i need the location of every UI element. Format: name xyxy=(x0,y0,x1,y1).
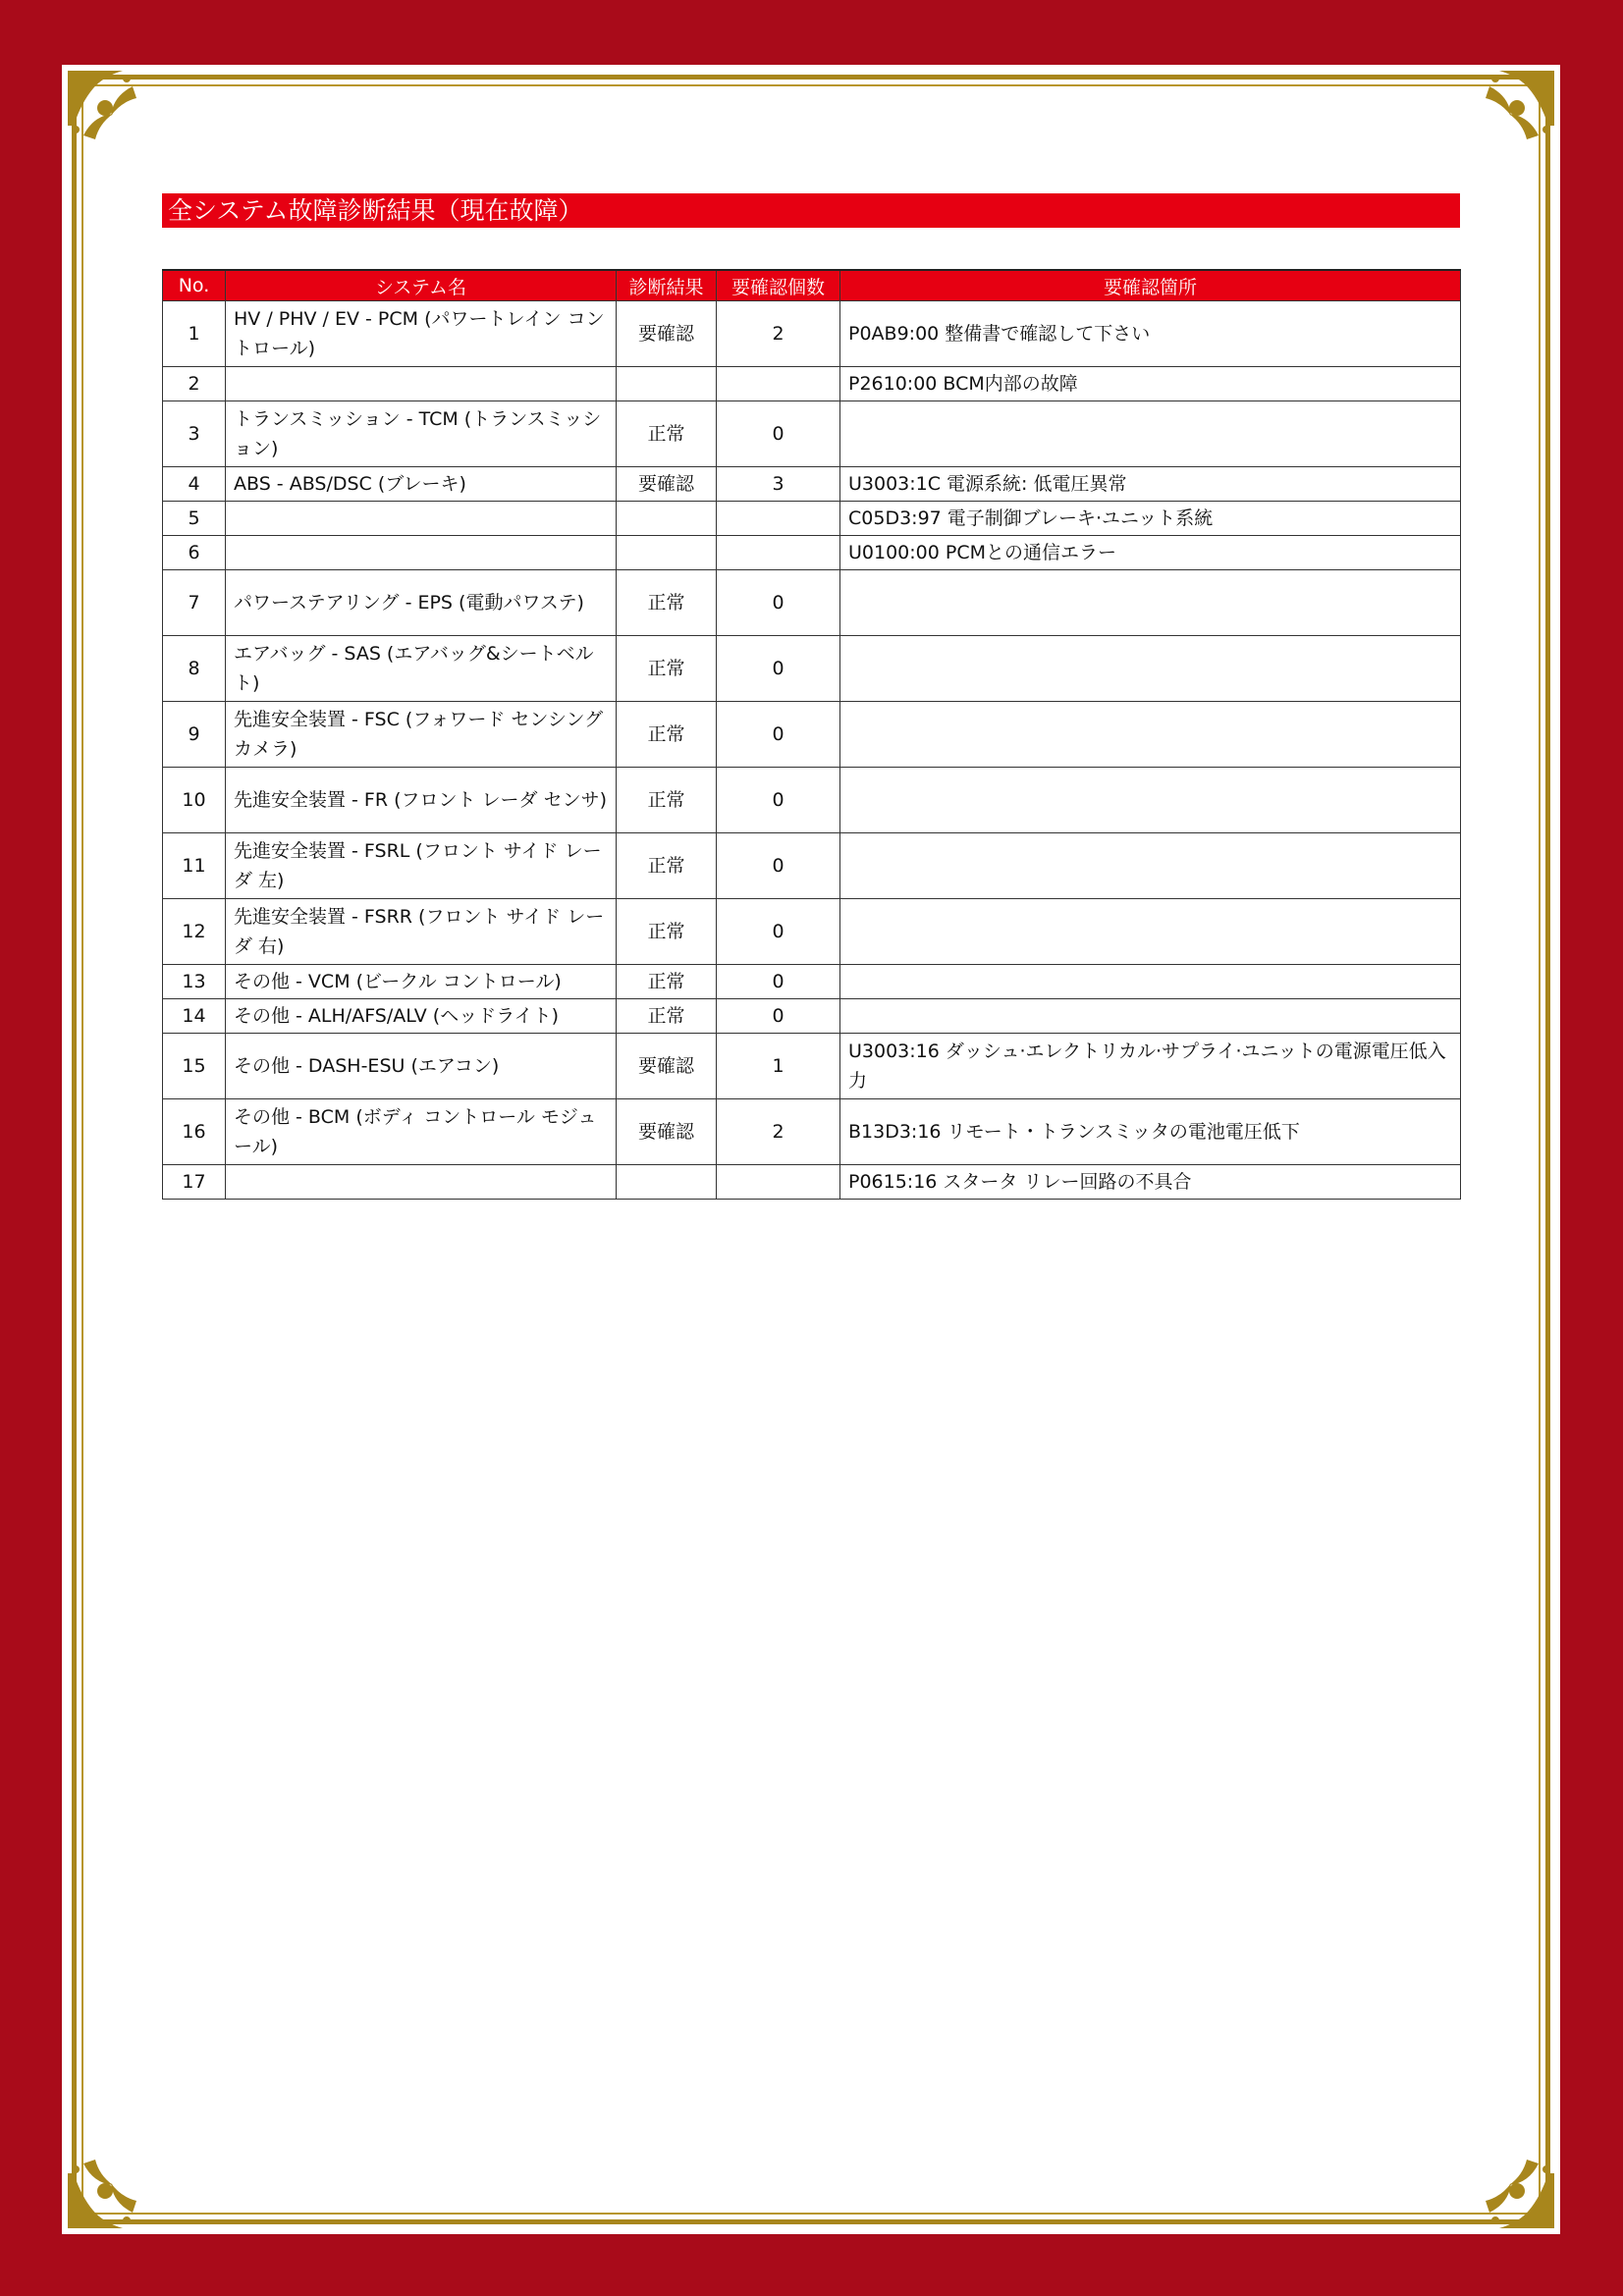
row-no: 14 xyxy=(163,999,226,1034)
table-row xyxy=(163,401,1461,467)
header-system: システム名 xyxy=(226,270,617,301)
row-location xyxy=(840,768,1461,833)
table-row xyxy=(163,536,1461,570)
row-no: 9 xyxy=(163,702,226,768)
row-no: 6 xyxy=(163,536,226,570)
row-count: 3 xyxy=(717,467,840,502)
table-row xyxy=(163,999,1461,1034)
row-result: 正常 xyxy=(617,570,717,636)
row-result: 正常 xyxy=(617,702,717,768)
row-no: 5 xyxy=(163,502,226,536)
table-row xyxy=(163,1165,1461,1200)
header-no: No. xyxy=(163,270,226,301)
table-row xyxy=(163,702,1461,768)
row-result: 要確認 xyxy=(617,301,717,367)
row-no: 11 xyxy=(163,833,226,899)
row-system: 先進安全装置 - FSRL (フロント サイド レーダ 左) xyxy=(226,833,617,899)
row-count: 1 xyxy=(717,1034,840,1099)
row-result: 要確認 xyxy=(617,1034,717,1099)
row-no: 16 xyxy=(163,1099,226,1165)
row-system xyxy=(226,536,617,570)
table-row xyxy=(163,570,1461,636)
row-system: 先進安全装置 - FSRR (フロント サイド レーダ 右) xyxy=(226,899,617,965)
row-location: C05D3:97 電子制御ブレーキ·ユニット系統 xyxy=(840,502,1461,536)
table-row xyxy=(163,833,1461,899)
row-no: 2 xyxy=(163,367,226,401)
row-no: 4 xyxy=(163,467,226,502)
row-count xyxy=(717,536,840,570)
row-count: 0 xyxy=(717,833,840,899)
row-no: 1 xyxy=(163,301,226,367)
row-location: U3003:16 ダッシュ·エレクトリカル·サプライ·ユニットの電源電圧低入力 xyxy=(840,1034,1461,1099)
row-count xyxy=(717,367,840,401)
row-result: 要確認 xyxy=(617,1099,717,1165)
corner-ornament-icon xyxy=(1464,2138,1558,2232)
row-result: 正常 xyxy=(617,899,717,965)
section-title: 全システム故障診断結果（現在故障） xyxy=(162,193,1460,228)
row-location xyxy=(840,401,1461,467)
row-system: その他 - BCM (ボディ コントロール モジュール) xyxy=(226,1099,617,1165)
table-row xyxy=(163,467,1461,502)
row-no: 8 xyxy=(163,636,226,702)
table-row xyxy=(163,1099,1461,1165)
header-result: 診断結果 xyxy=(617,270,717,301)
row-result xyxy=(617,536,717,570)
table-row xyxy=(163,768,1461,833)
row-count: 0 xyxy=(717,768,840,833)
row-no: 15 xyxy=(163,1034,226,1099)
row-system xyxy=(226,1165,617,1200)
row-result xyxy=(617,502,717,536)
table-row xyxy=(163,502,1461,536)
row-count: 0 xyxy=(717,702,840,768)
row-result: 正常 xyxy=(617,965,717,999)
row-location xyxy=(840,636,1461,702)
row-system: その他 - ALH/AFS/ALV (ヘッドライト) xyxy=(226,999,617,1034)
row-count xyxy=(717,1165,840,1200)
row-result: 正常 xyxy=(617,636,717,702)
row-result: 正常 xyxy=(617,833,717,899)
row-result xyxy=(617,367,717,401)
row-count: 0 xyxy=(717,999,840,1034)
row-system: ABS - ABS/DSC (ブレーキ) xyxy=(226,467,617,502)
header-location: 要確認箇所 xyxy=(840,270,1461,301)
row-no: 10 xyxy=(163,768,226,833)
row-count xyxy=(717,502,840,536)
header-count: 要確認個数 xyxy=(717,270,840,301)
row-location: P0615:16 スタータ リレー回路の不具合 xyxy=(840,1165,1461,1200)
row-result xyxy=(617,1165,717,1200)
row-location: P2610:00 BCM内部の故障 xyxy=(840,367,1461,401)
row-location xyxy=(840,899,1461,965)
row-no: 3 xyxy=(163,401,226,467)
row-count: 0 xyxy=(717,570,840,636)
row-system: エアバッグ - SAS (エアバッグ&シートベルト) xyxy=(226,636,617,702)
row-no: 17 xyxy=(163,1165,226,1200)
row-system: その他 - VCM (ビークル コントロール) xyxy=(226,965,617,999)
row-location xyxy=(840,702,1461,768)
row-system xyxy=(226,502,617,536)
row-count: 0 xyxy=(717,636,840,702)
row-location xyxy=(840,965,1461,999)
table-row xyxy=(163,367,1461,401)
row-location xyxy=(840,833,1461,899)
row-system xyxy=(226,367,617,401)
table-row xyxy=(163,899,1461,965)
row-location: U0100:00 PCMとの通信エラー xyxy=(840,536,1461,570)
table-header-row xyxy=(163,270,1461,301)
corner-ornament-icon xyxy=(64,67,158,161)
table-row xyxy=(163,965,1461,999)
table-row xyxy=(163,1034,1461,1099)
row-no: 13 xyxy=(163,965,226,999)
row-location: B13D3:16 リモート・トランスミッタの電池電圧低下 xyxy=(840,1099,1461,1165)
row-system: その他 - DASH-ESU (エアコン) xyxy=(226,1034,617,1099)
row-count: 0 xyxy=(717,965,840,999)
corner-ornament-icon xyxy=(1464,67,1558,161)
diagnosis-table xyxy=(162,269,1461,1200)
corner-ornament-icon xyxy=(64,2138,158,2232)
row-count: 2 xyxy=(717,301,840,367)
row-system: 先進安全装置 - FSC (フォワード センシング カメラ) xyxy=(226,702,617,768)
row-count: 0 xyxy=(717,899,840,965)
row-system: 先進安全装置 - FR (フロント レーダ センサ) xyxy=(226,768,617,833)
row-result: 正常 xyxy=(617,768,717,833)
row-count: 2 xyxy=(717,1099,840,1165)
row-location: U3003:1C 電源系統: 低電圧異常 xyxy=(840,467,1461,502)
row-system: トランスミッション - TCM (トランスミッション) xyxy=(226,401,617,467)
row-location xyxy=(840,999,1461,1034)
table-row xyxy=(163,301,1461,367)
row-location: P0AB9:00 整備書で確認して下さい xyxy=(840,301,1461,367)
row-result: 正常 xyxy=(617,999,717,1034)
row-system: パワーステアリング - EPS (電動パワステ) xyxy=(226,570,617,636)
row-system: HV / PHV / EV - PCM (パワートレイン コントロール) xyxy=(226,301,617,367)
row-count: 0 xyxy=(717,401,840,467)
table-row xyxy=(163,636,1461,702)
row-result: 要確認 xyxy=(617,467,717,502)
row-no: 7 xyxy=(163,570,226,636)
row-result: 正常 xyxy=(617,401,717,467)
report-sheet xyxy=(62,65,1560,2234)
row-location xyxy=(840,570,1461,636)
row-no: 12 xyxy=(163,899,226,965)
